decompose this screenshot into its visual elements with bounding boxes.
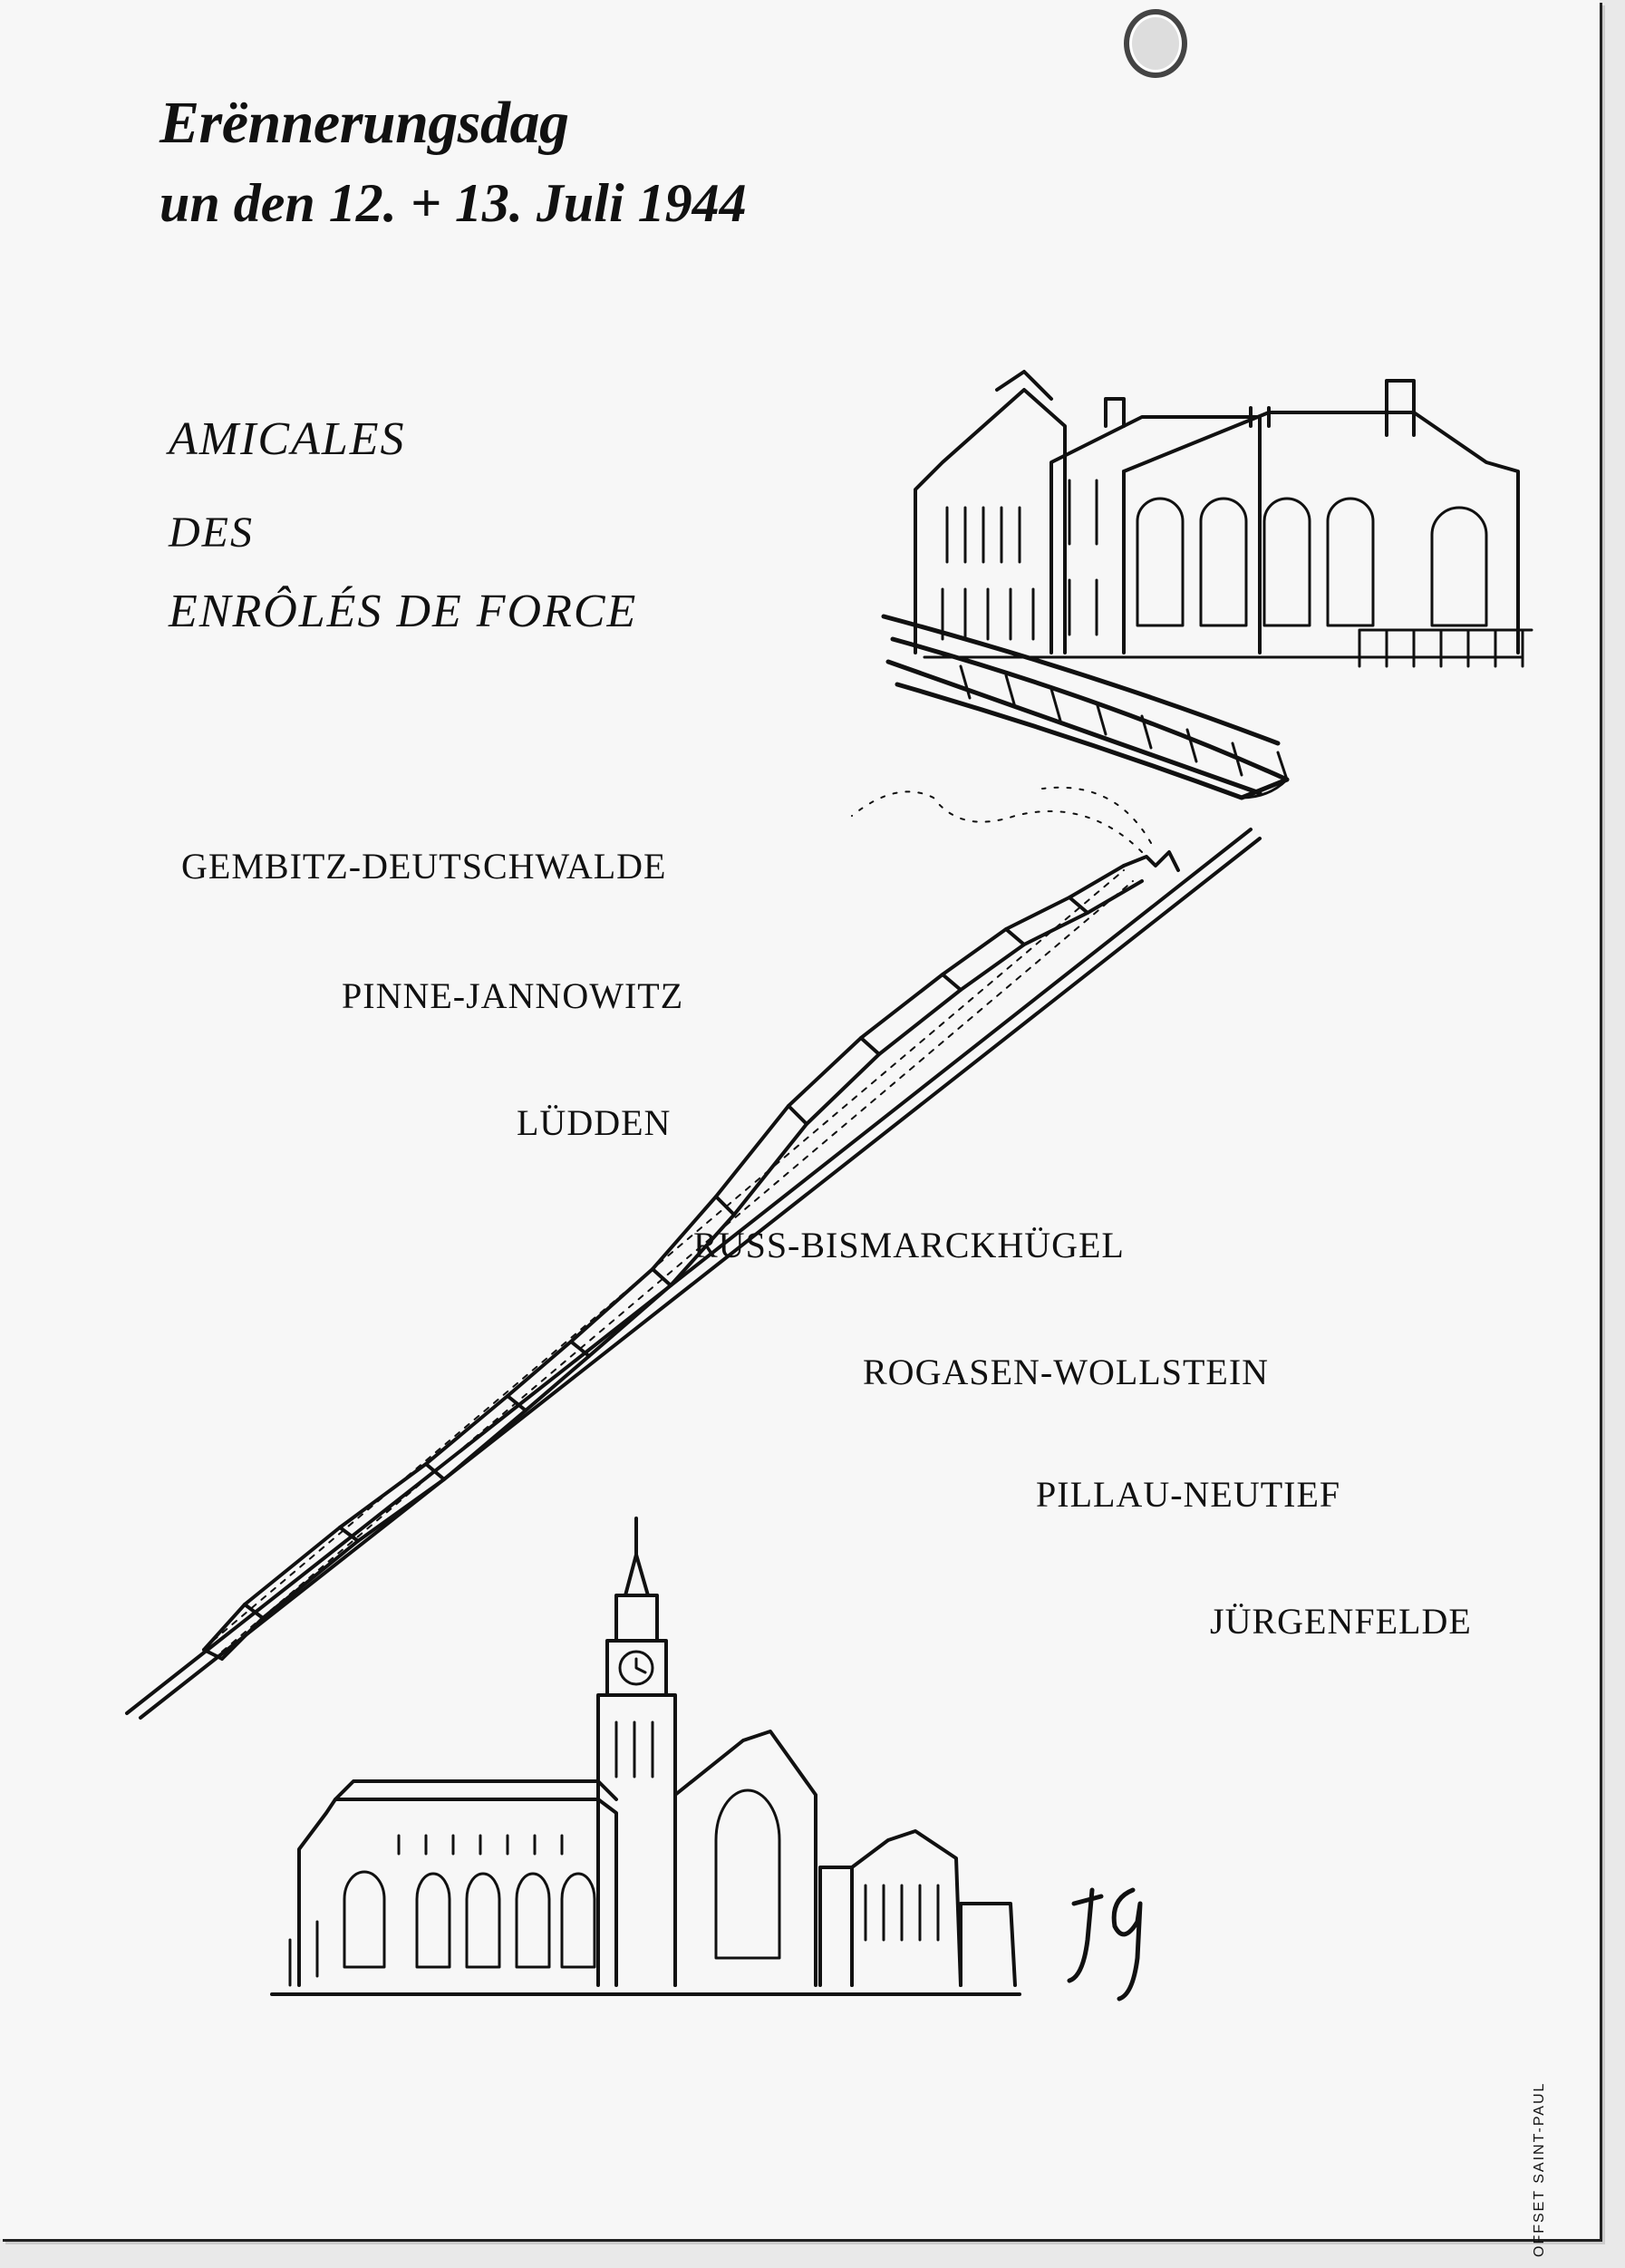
organisation-line-2: DES — [169, 509, 254, 557]
printer-imprint — [1532, 2076, 1550, 2257]
page-title: Erënnerungsdag — [160, 90, 569, 156]
organisation-line-3: ENRÔLÉS DE FORCE — [169, 586, 638, 637]
central-station-drawing — [272, 1518, 1020, 1994]
station-item: PINNE-JANNOWITZ — [342, 975, 684, 1016]
train-drawing — [127, 788, 1260, 1718]
station-item: ROGASEN-WOLLSTEIN — [863, 1352, 1270, 1392]
organisation-line-1: AMICALES — [169, 413, 406, 465]
printer-imprint-text: OFFSET SAINT-PAUL — [1532, 2081, 1547, 2257]
station-item: LÜDDEN — [517, 1102, 672, 1143]
station-item: JÜRGENFELDE — [1210, 1601, 1472, 1642]
artist-monogram — [1069, 1890, 1140, 1999]
page-subtitle: un den 12. + 13. Juli 1944 — [160, 173, 747, 233]
station-item: PILLAU-NEUTIEF — [1036, 1474, 1341, 1515]
station-item: RUSS-BISMARCKHÜGEL — [693, 1225, 1125, 1265]
station-item: GEMBITZ-DEUTSCHWALDE — [181, 846, 667, 887]
small-station-building-drawing — [884, 372, 1532, 798]
